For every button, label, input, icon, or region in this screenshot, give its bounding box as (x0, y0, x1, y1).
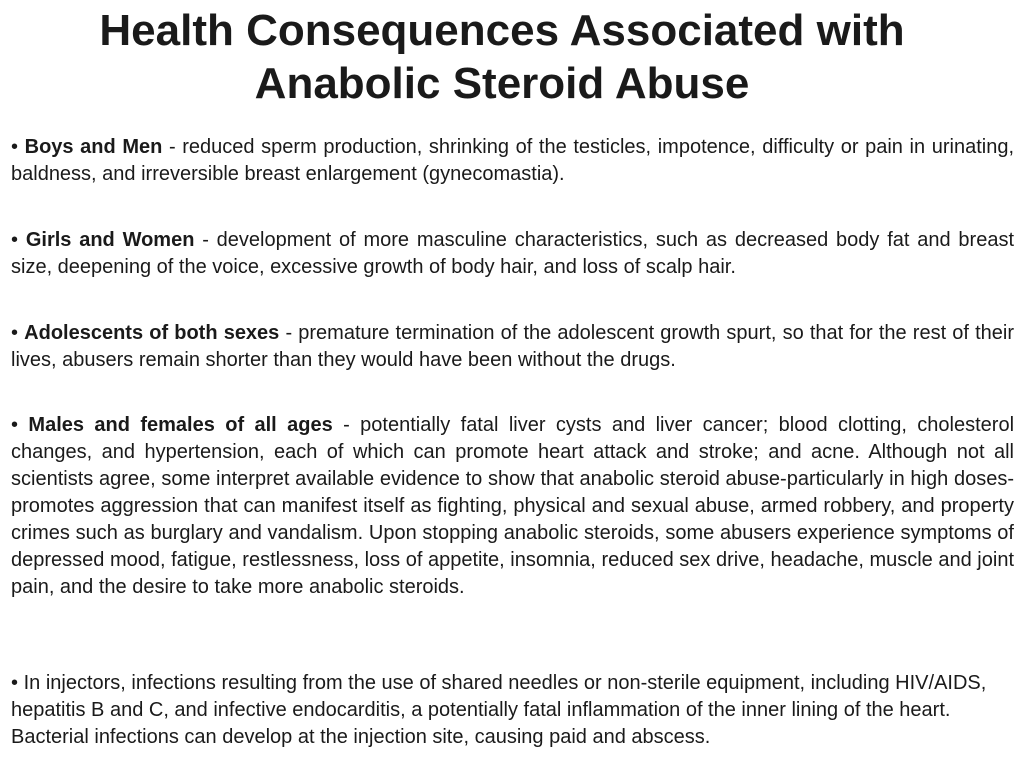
bullet-boys-and-men (11, 134, 1014, 188)
bullet-girls-and-women (11, 227, 1014, 281)
bullet-heading: Girls and Women (25, 229, 195, 251)
page-title (0, 4, 1004, 110)
bullet-text: In injectors, infections resulting from the use of shared needles or non-sterile equipment, including HIV/AIDS, hepatitis B and C, and infective endocarditis, a potentially fatal inflammation of the inner lining of the heart. Bacterial infections can develop at the injection site, causing paid and abscess. (11, 672, 987, 748)
bullet-heading: Adolescents of both sexes (24, 322, 280, 344)
bullet-heading: Males and females of all ages (28, 414, 333, 436)
title-line-2: Anabolic Steroid Abuse (254, 59, 750, 108)
bullet-marker: • (11, 136, 19, 158)
title-line-1: Health Consequences Associated with (99, 6, 905, 55)
bullet-all-ages (11, 412, 1014, 601)
bullet-adolescents (11, 320, 1014, 374)
bullet-text: - potentially fatal liver cysts and liver cancer; blood clotting, cholesterol changes, and hypertension, each of which can promote heart attack and stroke; and acne. Although not all scientists agree, some interpret available evidence to show that anabolic steroid abuse-particularly in high doses-promotes aggression that can manifest itself as fighting, physical and sexual abuse, armed robbery, and property crimes such as burglary and vandalism. Upon stopping anabolic steroids, some abusers experience symptoms of depressed mood, fatigue, restlessness, loss of appetite, insomnia, reduced sex drive, headache, muscle and joint pain, and the desire to take more anabolic steroids. (11, 414, 1015, 598)
bullet-injectors (11, 670, 1014, 751)
bullet-marker: • (11, 322, 19, 344)
bullet-marker: • (11, 414, 19, 436)
bullet-marker: • (11, 672, 19, 694)
bullet-text: - premature termination of the adolescent growth spurt, so that for the rest of their lives, abusers remain shorter than they would have been without the drugs. (11, 322, 1014, 371)
bullet-heading: Boys and Men (24, 136, 163, 158)
bullet-text: - reduced sperm production, shrinking of the testicles, impotence, difficulty or pain in urinating, baldness, and irreversible breast enlargement (gynecomastia). (11, 136, 1015, 185)
bullet-text: - development of more masculine characteristics, such as decreased body fat and breast size, deepening of the voice, excessive growth of body hair, and loss of scalp hair. (11, 229, 1014, 278)
bullet-marker: • (11, 229, 19, 251)
